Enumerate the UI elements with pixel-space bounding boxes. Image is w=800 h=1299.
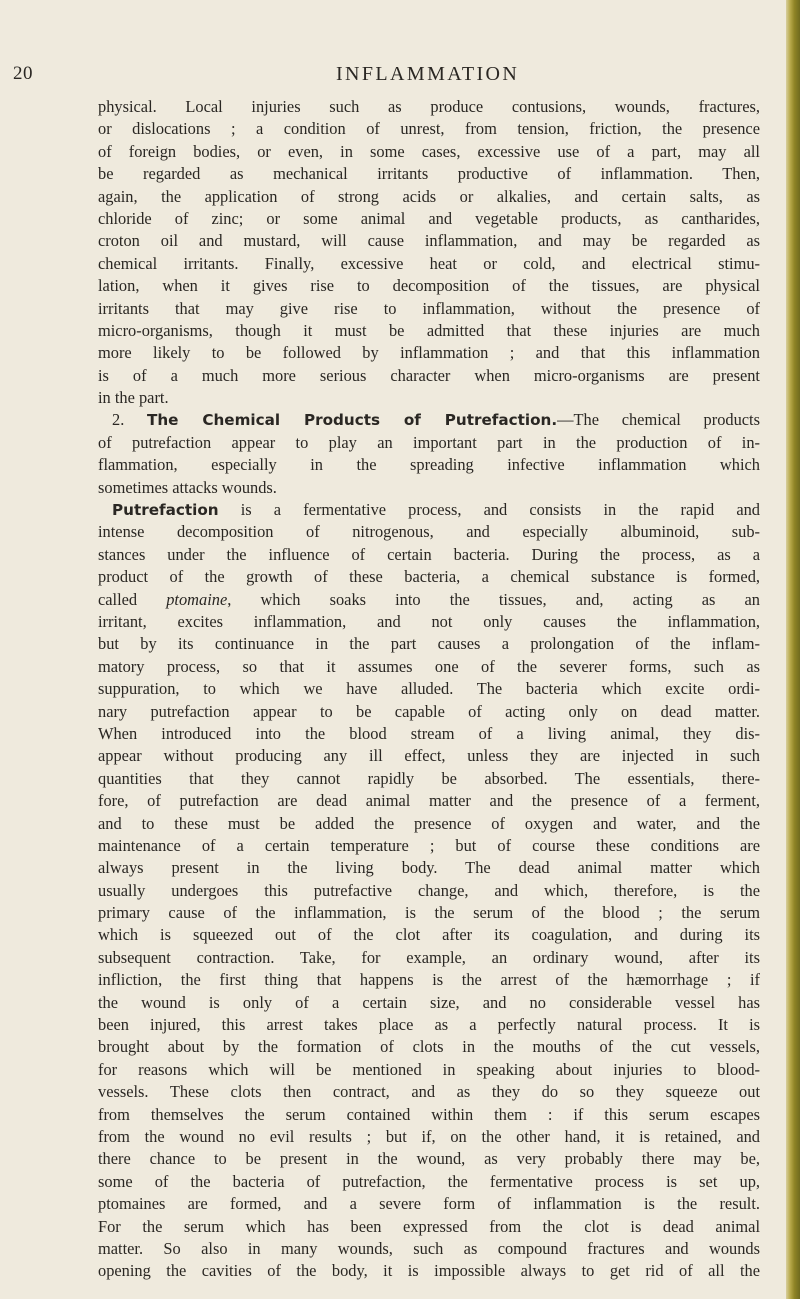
ptomaine-term: ptomaine [166, 589, 228, 609]
text-line: flammation, especially in the spreading infective inflammation which [98, 455, 760, 475]
text-line: and to these must be added the presence of oxygen and water, and the [98, 813, 760, 833]
running-head: INFLAMMATION [336, 63, 520, 85]
text-line: usually undergoes this putrefactive change, and which, therefore, is the [98, 880, 760, 900]
paragraph-3-lines-a [98, 521, 760, 588]
text-line: maintenance of a certain temperature ; but of course these conditions are [98, 835, 760, 855]
called-word: called [98, 589, 167, 609]
paragraph-3-lines-b [98, 611, 760, 1283]
text-line: been injured, this arrest takes place as a perfectly natural process. It is [98, 1015, 760, 1035]
body-text [98, 96, 760, 1283]
text-line: again, the application of strong acids or alkalies, and certain salts, as [98, 186, 760, 206]
page-number: 20 [13, 63, 33, 84]
text-line: for reasons which will be mentioned in speaking about injuries to blood- [98, 1059, 760, 1079]
text-line: chloride of zinc; or some animal and vegetable products, as cantharides, [98, 208, 760, 228]
section-heading: The Chemical Products of Putrefaction. [146, 411, 558, 430]
text-line: When introduced into the blood stream of a living animal, they dis- [98, 723, 760, 743]
text-line: some of the bacteria of putrefaction, the fermentative process is set up, [98, 1171, 760, 1191]
text-line: matter. So also in many wounds, such as compound fractures and wounds [98, 1238, 760, 1258]
text-line: appear without producing any ill effect, unless they are injected in such [98, 746, 760, 766]
text-line: irritant, excites inflammation, and not only causes the inflammation, [98, 611, 760, 631]
text-line: micro-organisms, though it must be admitted that these injuries are much [98, 320, 760, 340]
text-line: nary putrefaction appear to be capable of acting only on dead matter. [98, 701, 760, 721]
text-line: chemical irritants. Finally, excessive heat or cold, and electrical stimu- [98, 253, 760, 273]
text-line: of putrefaction appear to play an important part in the production of in- [98, 432, 760, 452]
text-line: in the part. [98, 388, 169, 408]
text-line: which is squeezed out of the clot after its coagulation, and during its [98, 925, 760, 945]
book-spine-edge [786, 0, 800, 1299]
section-2-first-line [98, 409, 760, 431]
putrefaction-term: Putrefaction [112, 501, 219, 520]
text-line: more likely to be followed by inflammation ; and that this inflammation [98, 343, 760, 363]
text-line: sometimes attacks wounds. [98, 477, 277, 497]
text-line: always present in the living body. The dead animal matter which [98, 858, 760, 878]
text-line: but by its continuance in the part causes a prolongation of the inflam- [98, 634, 760, 654]
text-line: intense decomposition of nitrogenous, and especially albuminoid, sub- [98, 522, 760, 542]
section-2 [98, 409, 760, 499]
text-line: infliction, the first thing that happens is the arrest of the hæmorrhage ; if [98, 970, 760, 990]
text-line: irritants that may give rise to inflammation, without the presence of [98, 298, 760, 318]
ptomaine-line [98, 589, 760, 611]
text-line: stances under the influence of certain bacteria. During the process, as a [98, 544, 760, 564]
text-line: For the serum which has been expressed from the clot is dead animal [98, 1216, 760, 1236]
paragraph-3 [98, 499, 760, 1283]
text-line: from the wound no evil results ; but if, on the other hand, it is retained, and [98, 1126, 760, 1146]
page-header [0, 63, 786, 89]
text-line: subsequent contraction. Take, for example, an ordinary wound, after its [98, 947, 760, 967]
text-line: suppuration, to which we have alluded. The bacteria which excite ordi- [98, 679, 760, 699]
text-line: physical. Local injuries such as produce contusions, wounds, fractures, [98, 97, 760, 116]
text-line: vessels. These clots then contract, and as they do so they squeeze out [98, 1082, 760, 1102]
text-line: there chance to be present in the wound, as very probably there may be, [98, 1149, 760, 1169]
text-line: quantities that they cannot rapidly be absorbed. The essentials, there- [98, 768, 760, 788]
text-line: primary cause of the inflammation, is the serum of the blood ; the serum [98, 903, 760, 923]
text-line: fore, of putrefaction are dead animal matter and the presence of a ferment, [98, 791, 760, 811]
text-line: product of the growth of these bacteria, a chemical substance is formed, [98, 567, 760, 587]
text-line: is of a much more serious character when micro-organisms are present [98, 365, 760, 385]
ptomaine-line-rest: , which soaks into the tissues, and, acting as an [227, 589, 760, 609]
text-line: matory process, so that it assumes one of the severer forms, such as [98, 656, 760, 676]
text-line: the wound is only of a certain size, and no considerable vessel has [98, 992, 760, 1012]
paragraph-1 [98, 96, 760, 409]
text-line: of foreign bodies, or even, in some cases, excessive use of a part, may all [98, 141, 760, 161]
text-line: or dislocations ; a condition of unrest, from tension, friction, the presence [98, 119, 760, 139]
text-line: brought about by the formation of clots in the mouths of the cut vessels, [98, 1037, 760, 1057]
text-line: from themselves the serum contained within them : if this serum escapes [98, 1104, 760, 1124]
section-number: 2. [112, 410, 125, 430]
section-2-lines [98, 432, 760, 499]
text-line: be regarded as mechanical irritants productive of inflammation. Then, [98, 164, 760, 184]
text-line: opening the cavities of the body, it is impossible always to get rid of all the [98, 1261, 760, 1281]
paragraph-3-first-line-rest: is a fermentative process, and consists in the rapid and [218, 500, 760, 520]
section-2-first-line-rest: —The chemical products [557, 410, 760, 430]
text-line: ptomaines are formed, and a severe form of inflammation is the result. [98, 1194, 760, 1214]
paragraph-3-first-line [98, 499, 760, 521]
text-line: lation, when it gives rise to decomposition of the tissues, are physical [98, 276, 760, 296]
text-line: croton oil and mustard, will cause inflammation, and may be regarded as [98, 231, 760, 251]
